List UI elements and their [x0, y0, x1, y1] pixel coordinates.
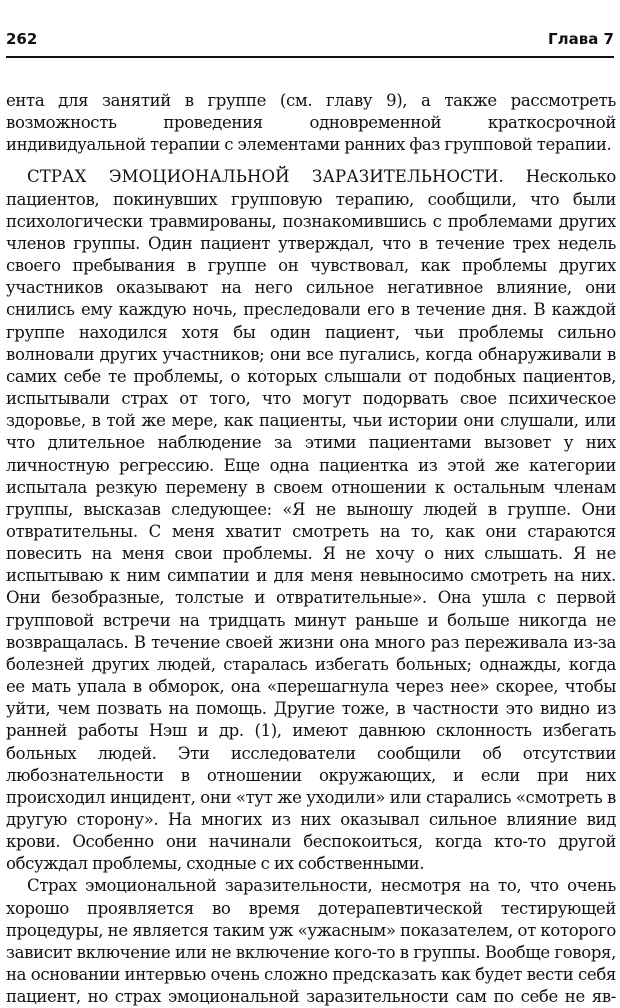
body-text: [6, 90, 616, 1008]
page-number: 262: [6, 30, 38, 48]
section-lead-in: СТРАХ ЭМОЦИОНАЛЬНОЙ ЗАРАЗИТЕЛЬНОСТИ.: [27, 167, 504, 187]
paragraph-emotional-contagion: [6, 166, 616, 875]
running-header: [6, 28, 614, 54]
paragraph-text: Несколько пациентов, покинувших групповую терапию, сообщили, что были психологически травмированы, познакомившись с проблемами других членов группы. Один пациент утверждал, что в течение трех недель своего пребывания в группе он чувствовал, как проблемы других участников оказывают на него сильное негативное влияние, они снились ему каждую ночь, преследовали его в течение дня. В каждой группе находился хотя бы один пациент, чьи проблемы сильно волновали других участников; они все пугались, когда обнаруживали в самих себе те проблемы, о которых слышали от подобных пациентов, испытывали страх от того, что могут подорвать свое психическое здоровье, в той же мере, как пациенты, чьи истории они слушали, или что длительное наблюдение за этими пациентами вызовет у них личностную регрессию. Еще одна пациентка из этой же категории испытала резкую перемену в своем отношении к остальным членам группы, высказав следующее: «Я не выношу людей в группе. Они отвратительны. С меня хватит смотреть на то, как они стараются повесить на меня свои проблемы. Я не хочу о них слышать. Я не испытываю к ним симпатии и для меня невыносимо смотреть на них. Они безобразные, толстые и отвратительные». Она ушла с первой групповой встречи на тридцать минут раньше и больше никогда не возвращалась. В течение своей жизни она много раз переживала из-за болезней других людей, старалась избегать больных; однажды, когда ее мать упала в обморок, она «перешагнула через нее» скорее, чтобы уйти, чем позвать на помощь. Другие тоже, в частности это видно из ранней работы Нэш и др. (1), имеют давнюю склонность избегать больных людей. Эти исследователи сообщили об отсутствии любознательности в отношении окружающих, и если при них происходил инцидент, они «тут же уходили» или старались «смотреть в другую сторону». На многих из них оказывал сильное влияние вид крови. Особенно они начинали беспокоиться, когда кто-то другой обсуждал проблемы, сходные с их собственными.: [6, 167, 616, 874]
paragraph-text: ента для занятий в группе (см. главу 9), а также рассмотреть возможность проведения одновременной краткосрочной индивидуальной терапии с элементами ранних фаз групповой терапии.: [6, 91, 616, 155]
paragraph-text: Страх эмоциональной заразительности, несмотря на то, что очень хорошо проявляется во время дотерапевтической тестирующей процедуры, не является таким уж «ужасным» показателем, от которого зависит включение или не включение кого-то в группы. Вообще говоря, на основании интервью очень сложно предсказать как будет вести себя пациент, но страх эмоциональной заразительности сам по себе не яв-: [6, 876, 616, 1007]
paragraph-fear-assessment: [6, 875, 616, 1008]
paragraph-continuation: [6, 90, 616, 156]
header-rule: [6, 56, 614, 58]
chapter-title: Глава 7: [548, 30, 614, 48]
